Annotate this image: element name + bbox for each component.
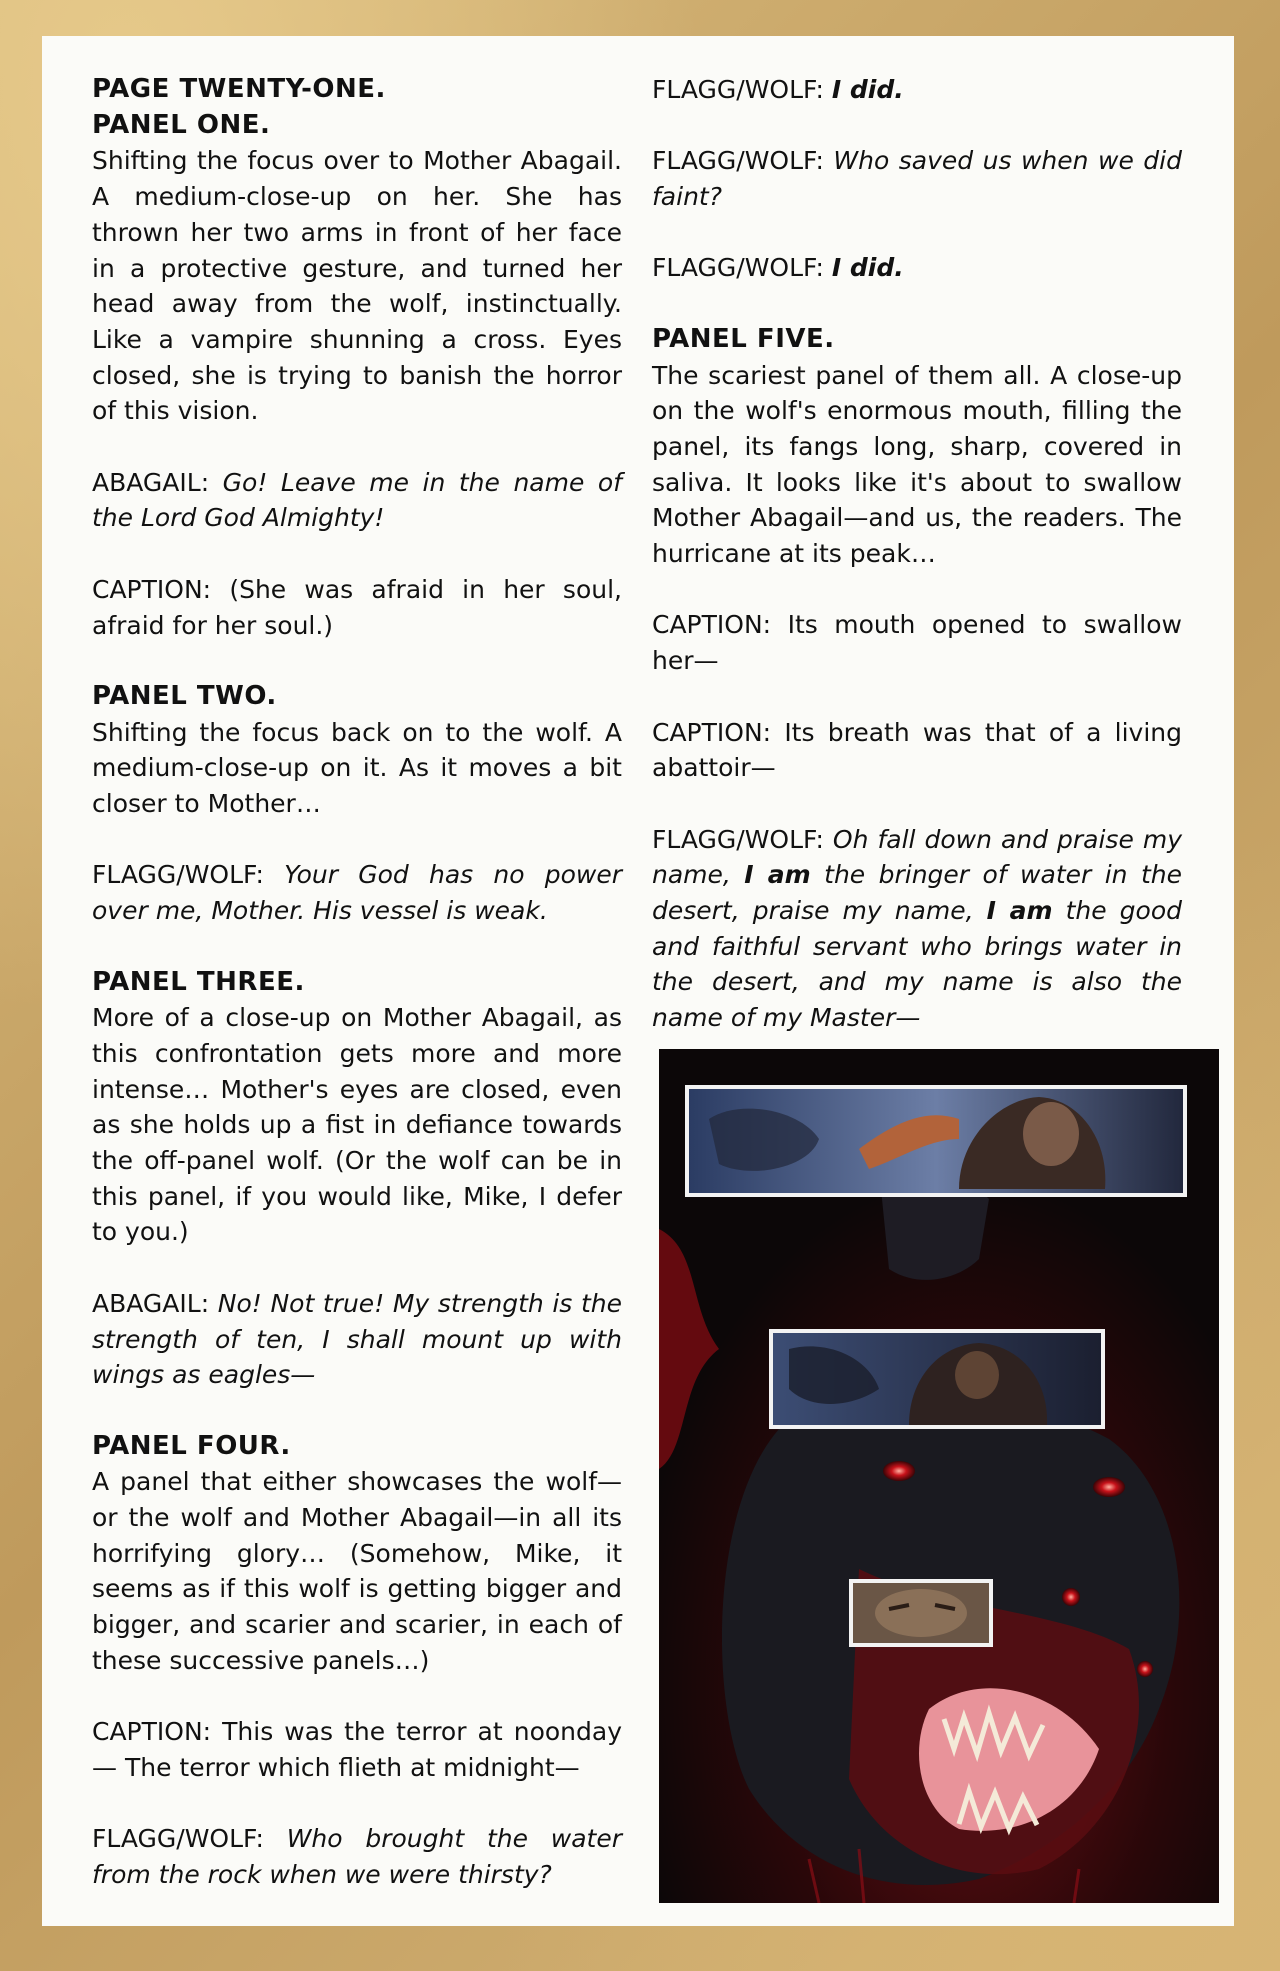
speaker-label: FLAGG/WOLF:	[92, 1824, 264, 1854]
comic-artwork	[659, 1049, 1219, 1903]
dialogue-text: I did.	[831, 75, 904, 104]
panel-four-heading: PANEL FOUR.	[92, 1430, 291, 1461]
panel-one-description: Shifting the focus over to Mother Abagail. A medium-close-up on her. She has thrown her two arms in front of her face in a protective gesture, and turned her head away from the wolf, instinctually. Like a vampire shunning a cross. Eyes closed, she is trying to banish the horror of this vision.	[92, 146, 622, 426]
left-column	[92, 72, 622, 1928]
dialogue-text-part-1: Oh fall down and praise my name,	[652, 824, 1182, 890]
panel-one-heading: PANEL ONE.	[92, 109, 271, 140]
dialogue-emphasis-1: I am	[744, 860, 811, 890]
dialogue-text-part-2: the bringer of water in the desert, praise my name,	[652, 860, 1182, 926]
panel-four-block	[92, 1429, 622, 1679]
panel-five-dialogue	[652, 822, 1182, 1036]
panel-five-caption-2	[652, 715, 1182, 786]
caption-label: CAPTION:	[92, 574, 212, 604]
dialogue-emphasis-2: I am	[986, 896, 1053, 926]
panel-one-dialogue	[92, 465, 622, 536]
panel-three-description: More of a close-up on Mother Abagail, as this confrontation gets more and more intense… Mother's eyes are closed, even as she holds up a fist in defiance towards the off-panel wolf. (Or the wolf can be in this panel, if you would like, Mike, I defer to you.)	[92, 1003, 622, 1247]
dialogue-text-part-3: the good and faithful servant who brings water in the desert, and my name is also the name of my Master—	[652, 896, 1183, 1033]
panel-four-dialogue-1	[92, 1821, 622, 1892]
speaker-label: FLAGG/WOLF:	[652, 253, 824, 283]
panel-two-heading: PANEL TWO.	[92, 680, 277, 711]
dialogue-text: Who brought the water from the rock when we were thirsty?	[92, 1824, 622, 1890]
panel-four-dialogue-4	[652, 250, 1182, 286]
wolf-eye-right	[1093, 1477, 1125, 1497]
script-page	[42, 36, 1234, 1926]
panel-four-description: A panel that either showcases the wolf— or the wolf and Mother Abagail—in all its horrifying glory… (Somehow, Mike, it seems as if this wolf is getting bigger and bigger, and scarier and scarier, in each of these successive panels…)	[92, 1467, 622, 1675]
panel-four-dialogue-2	[652, 72, 1182, 108]
panel-one-block	[92, 72, 622, 429]
caption-text: Its breath was that of a living abattoir—	[652, 717, 1183, 783]
speaker-label: FLAGG/WOLF:	[652, 75, 824, 104]
panel-four-caption	[92, 1714, 622, 1785]
panel-one-caption	[92, 572, 622, 643]
page-heading: PAGE TWENTY-ONE.	[92, 74, 386, 104]
speaker-label: FLAGG/WOLF:	[92, 860, 264, 890]
dialogue-text: No! Not true! My strength is the strength of ten, I shall mount up with wings as eagles—	[92, 1288, 622, 1390]
caption-label: CAPTION:	[652, 717, 772, 747]
caption-text: Its mouth opened to swallow her—	[652, 610, 1182, 676]
panel-five-heading: PANEL FIVE.	[652, 323, 835, 354]
panel-three-dialogue	[92, 1286, 622, 1393]
caption-label: CAPTION:	[652, 610, 772, 640]
wolf-artwork-illustration	[659, 1049, 1219, 1903]
dialogue-text: I did.	[831, 253, 904, 283]
speaker-label: ABAGAIL:	[92, 467, 210, 497]
dialogue-text: Go! Leave me in the name of the Lord God Almighty!	[92, 467, 622, 533]
panel-two-block	[92, 679, 622, 822]
panel-five-caption-1	[652, 607, 1182, 678]
caption-label: CAPTION:	[92, 1717, 212, 1747]
speaker-label: FLAGG/WOLF:	[652, 824, 824, 854]
panel-five-block	[652, 322, 1182, 572]
dialogue-text: Who saved us when we did faint?	[652, 146, 1182, 212]
panel-three-heading: PANEL THREE.	[92, 966, 305, 997]
speaker-label: ABAGAIL:	[92, 1288, 210, 1318]
right-column	[652, 72, 1182, 1072]
panel-two-description: Shifting the focus back on to the wolf. A medium-close-up on it. As it moves a bit closer to Mother…	[92, 717, 622, 819]
dialogue-text: Your God has no power over me, Mother. His vessel is weak.	[92, 860, 622, 926]
caption-text: (She was afraid in her soul, afraid for her soul.)	[92, 574, 622, 640]
speaker-label: FLAGG/WOLF:	[652, 146, 824, 176]
panel-two-dialogue	[92, 857, 622, 928]
caption-text: This was the terror at noonday— The terror which flieth at midnight—	[92, 1717, 622, 1782]
panel-five-description: The scariest panel of them all. A close-up on the wolf's enormous mouth, filling the panel, its fangs long, sharp, covered in saliva. It looks like it's about to swallow Mother Abagail—and us, the readers. The hurricane at its peak…	[652, 360, 1182, 569]
panel-three-block	[92, 965, 622, 1251]
wolf-eye-left	[883, 1461, 915, 1481]
panel-four-dialogue-3	[652, 143, 1182, 214]
